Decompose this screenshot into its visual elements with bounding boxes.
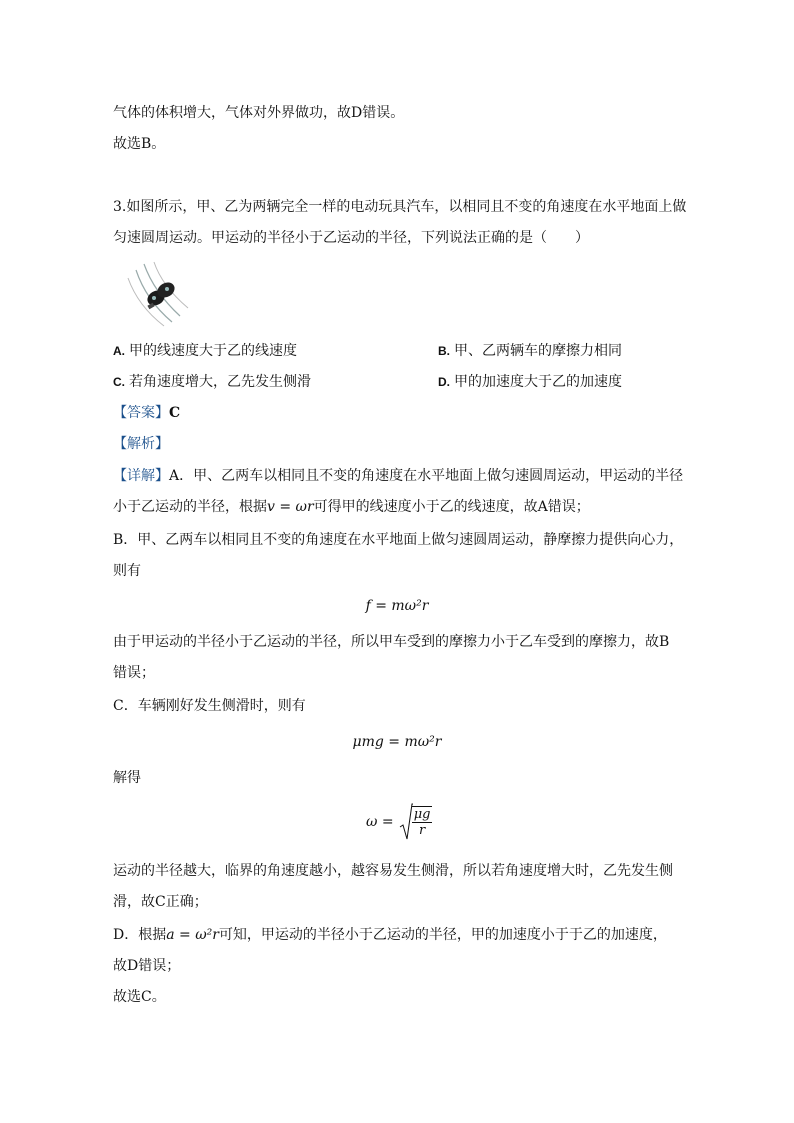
option-d-letter: D. bbox=[438, 375, 450, 389]
detail-d-text-1-post: 可知，甲运动的半径小于乙运动的半径，甲的加速度小于于乙的加速度， bbox=[218, 927, 667, 943]
option-d bbox=[438, 372, 622, 392]
fraction-denominator: r bbox=[418, 823, 426, 838]
analysis-tag: 【解析】 bbox=[113, 436, 169, 452]
detail-a-text-1: A．甲、乙两车以相同且不变的角速度在水平地面上做匀速圆周运动，甲运动的半径 bbox=[169, 468, 684, 484]
answer-value: C bbox=[169, 405, 181, 421]
prev-choice-line: 故选B。 bbox=[113, 136, 166, 152]
formula-v-omega-r: v = ωr bbox=[267, 499, 314, 515]
toy-cars-figure bbox=[118, 260, 198, 328]
option-b-text: 甲、乙两辆车的摩擦力相同 bbox=[454, 343, 622, 359]
fraction-numerator: μg bbox=[413, 807, 431, 822]
detail-d-text-1-pre: D．根据 bbox=[113, 927, 167, 943]
option-c bbox=[113, 372, 311, 392]
question-stem-line-1: 3.如图所示，甲、乙为两辆完全一样的电动玩具汽车，以相同且不变的角速度在水平地面上做 bbox=[113, 199, 687, 215]
detail-a-line-1 bbox=[113, 466, 683, 486]
formula-critical: μmg = mω²r bbox=[352, 734, 442, 750]
detail-c-line-2: 解得 bbox=[113, 770, 141, 786]
sqrt-fraction bbox=[412, 806, 433, 838]
detail-tag: 【详解】 bbox=[113, 468, 169, 484]
prev-answer-line: 气体的体积增大，气体对外界做功，故D错误。 bbox=[113, 105, 405, 121]
question-stem-line-2: 匀速圆周运动。甲运动的半径小于乙运动的半径，下列说法正确的是（ ） bbox=[113, 230, 589, 246]
detail-c-line-4: 滑，故C正确； bbox=[113, 894, 208, 910]
option-a-text: 甲的线速度大于乙的线速度 bbox=[129, 343, 297, 359]
detail-b-line-2: 则有 bbox=[113, 563, 141, 579]
answer-tag: 【答案】 bbox=[113, 405, 169, 421]
detail-c-line-3: 运动的半径越大，临界的角速度越小，越容易发生侧滑，所以若角速度增大时，乙先发生侧 bbox=[113, 863, 673, 879]
option-c-letter: C. bbox=[113, 375, 125, 389]
option-b-letter: B. bbox=[438, 344, 450, 358]
detail-b-line-1: B．甲、乙两车以相同且不变的角速度在水平地面上做匀速圆周运动，静摩擦力提供向心力， bbox=[113, 532, 684, 548]
option-b bbox=[438, 341, 622, 361]
sqrt-radical bbox=[399, 803, 433, 841]
formula-a-omega2-r: a = ω²r bbox=[166, 927, 219, 943]
option-a bbox=[113, 341, 297, 361]
detail-a-text-2-pre: 小于乙运动的半径，根据 bbox=[113, 499, 267, 515]
formula-friction: f = mω²r bbox=[365, 598, 429, 614]
option-d-text: 甲的加速度大于乙的加速度 bbox=[454, 374, 622, 390]
detail-d-line-1 bbox=[113, 925, 667, 945]
option-a-letter: A. bbox=[113, 344, 125, 358]
final-choice-line: 故选C。 bbox=[113, 989, 166, 1005]
detail-a-text-2-post: 可得甲的线速度小于乙的线速度，故A错误； bbox=[313, 499, 590, 515]
detail-c-line-1: C．车辆刚好发生侧滑时，则有 bbox=[113, 698, 306, 714]
option-c-text: 若角速度增大，乙先发生侧滑 bbox=[129, 374, 311, 390]
detail-a-line-2 bbox=[113, 497, 590, 517]
detail-d-line-2: 故D错误； bbox=[113, 958, 181, 974]
detail-b-line-4: 错误； bbox=[113, 665, 155, 681]
formula-omega-sqrt bbox=[366, 803, 432, 843]
answer-line bbox=[113, 403, 180, 423]
formula-omega-lhs: ω = bbox=[366, 814, 394, 830]
detail-b-line-3: 由于甲运动的半径小于乙运动的半径，所以甲车受到的摩擦力小于乙车受到的摩擦力，故B bbox=[113, 634, 670, 650]
